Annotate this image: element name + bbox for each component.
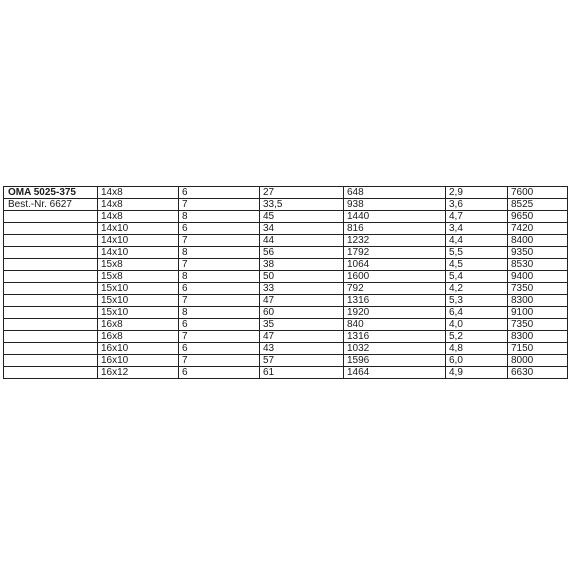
table-row xyxy=(4,367,568,379)
thrust-cell: 4,2 xyxy=(446,283,508,295)
prop-size-cell: 14x10 xyxy=(98,223,179,235)
cells-cell: 6 xyxy=(179,187,260,199)
empty-cell xyxy=(4,307,98,319)
power-cell: 1316 xyxy=(344,295,446,307)
empty-cell xyxy=(4,235,98,247)
cells-cell: 6 xyxy=(179,223,260,235)
cells-cell: 7 xyxy=(179,235,260,247)
rpm-cell: 7350 xyxy=(508,283,568,295)
thrust-cell: 5,2 xyxy=(446,331,508,343)
table-row xyxy=(4,247,568,259)
table-row xyxy=(4,187,568,199)
power-cell: 938 xyxy=(344,199,446,211)
thrust-cell: 3,4 xyxy=(446,223,508,235)
prop-size-cell: 16x10 xyxy=(98,343,179,355)
prop-size-cell: 16x8 xyxy=(98,319,179,331)
prop-size-cell: 14x10 xyxy=(98,235,179,247)
current-cell: 44 xyxy=(260,235,344,247)
thrust-cell: 4,7 xyxy=(446,211,508,223)
thrust-cell: 4,9 xyxy=(446,367,508,379)
thrust-cell: 4,5 xyxy=(446,259,508,271)
prop-size-cell: 14x8 xyxy=(98,211,179,223)
table-row xyxy=(4,355,568,367)
thrust-cell: 4,0 xyxy=(446,319,508,331)
table-row xyxy=(4,259,568,271)
current-cell: 57 xyxy=(260,355,344,367)
rpm-cell: 9650 xyxy=(508,211,568,223)
cells-cell: 8 xyxy=(179,247,260,259)
empty-cell xyxy=(4,331,98,343)
rpm-cell: 7350 xyxy=(508,319,568,331)
cells-cell: 7 xyxy=(179,331,260,343)
table-row xyxy=(4,295,568,307)
cells-cell: 7 xyxy=(179,259,260,271)
rpm-cell: 8000 xyxy=(508,355,568,367)
power-cell: 840 xyxy=(344,319,446,331)
prop-size-cell: 16x12 xyxy=(98,367,179,379)
thrust-cell: 6,4 xyxy=(446,307,508,319)
thrust-cell: 6,0 xyxy=(446,355,508,367)
table-row xyxy=(4,199,568,211)
prop-size-cell: 15x10 xyxy=(98,295,179,307)
table-row xyxy=(4,283,568,295)
rpm-cell: 7150 xyxy=(508,343,568,355)
rpm-cell: 9100 xyxy=(508,307,568,319)
power-cell: 1600 xyxy=(344,271,446,283)
rpm-cell: 8400 xyxy=(508,235,568,247)
rpm-cell: 6630 xyxy=(508,367,568,379)
power-cell: 1464 xyxy=(344,367,446,379)
power-cell: 648 xyxy=(344,187,446,199)
prop-size-cell: 15x8 xyxy=(98,259,179,271)
empty-cell xyxy=(4,295,98,307)
table-row xyxy=(4,223,568,235)
cells-cell: 8 xyxy=(179,271,260,283)
power-cell: 1920 xyxy=(344,307,446,319)
prop-size-cell: 16x8 xyxy=(98,331,179,343)
table-row xyxy=(4,211,568,223)
power-cell: 1440 xyxy=(344,211,446,223)
cells-cell: 6 xyxy=(179,367,260,379)
cells-cell: 6 xyxy=(179,343,260,355)
cells-cell: 8 xyxy=(179,211,260,223)
rpm-cell: 7420 xyxy=(508,223,568,235)
thrust-cell: 3,6 xyxy=(446,199,508,211)
table-row xyxy=(4,235,568,247)
empty-cell xyxy=(4,343,98,355)
cells-cell: 8 xyxy=(179,307,260,319)
propeller-data-table xyxy=(3,186,568,379)
empty-cell xyxy=(4,223,98,235)
cells-cell: 7 xyxy=(179,295,260,307)
table-body xyxy=(4,187,568,379)
current-cell: 50 xyxy=(260,271,344,283)
current-cell: 61 xyxy=(260,367,344,379)
power-cell: 1316 xyxy=(344,331,446,343)
current-cell: 56 xyxy=(260,247,344,259)
cells-cell: 7 xyxy=(179,355,260,367)
table-row xyxy=(4,307,568,319)
power-cell: 1232 xyxy=(344,235,446,247)
current-cell: 33 xyxy=(260,283,344,295)
table-row xyxy=(4,343,568,355)
rpm-cell: 9350 xyxy=(508,247,568,259)
current-cell: 60 xyxy=(260,307,344,319)
prop-size-cell: 15x10 xyxy=(98,283,179,295)
rpm-cell: 8300 xyxy=(508,295,568,307)
prop-size-cell: 15x10 xyxy=(98,307,179,319)
table-row xyxy=(4,331,568,343)
rpm-cell: 8530 xyxy=(508,259,568,271)
power-cell: 816 xyxy=(344,223,446,235)
table-row xyxy=(4,271,568,283)
empty-cell xyxy=(4,283,98,295)
rpm-cell: 7600 xyxy=(508,187,568,199)
power-cell: 1032 xyxy=(344,343,446,355)
thrust-cell: 5,3 xyxy=(446,295,508,307)
power-cell: 792 xyxy=(344,283,446,295)
thrust-cell: 2,9 xyxy=(446,187,508,199)
thrust-cell: 5,4 xyxy=(446,271,508,283)
rpm-cell: 9400 xyxy=(508,271,568,283)
rpm-cell: 8300 xyxy=(508,331,568,343)
empty-cell xyxy=(4,259,98,271)
power-cell: 1064 xyxy=(344,259,446,271)
current-cell: 27 xyxy=(260,187,344,199)
current-cell: 43 xyxy=(260,343,344,355)
prop-size-cell: 14x8 xyxy=(98,199,179,211)
prop-size-cell: 15x8 xyxy=(98,271,179,283)
current-cell: 33,5 xyxy=(260,199,344,211)
empty-cell xyxy=(4,247,98,259)
power-cell: 1792 xyxy=(344,247,446,259)
current-cell: 45 xyxy=(260,211,344,223)
current-cell: 34 xyxy=(260,223,344,235)
product-name: OMA 5025-375 xyxy=(4,187,98,199)
thrust-cell: 5,5 xyxy=(446,247,508,259)
prop-size-cell: 16x10 xyxy=(98,355,179,367)
table-row xyxy=(4,319,568,331)
rpm-cell: 8525 xyxy=(508,199,568,211)
current-cell: 38 xyxy=(260,259,344,271)
prop-size-cell: 14x10 xyxy=(98,247,179,259)
power-cell: 1596 xyxy=(344,355,446,367)
current-cell: 35 xyxy=(260,319,344,331)
cells-cell: 6 xyxy=(179,283,260,295)
thrust-cell: 4,4 xyxy=(446,235,508,247)
empty-cell xyxy=(4,271,98,283)
order-number: Best.-Nr. 6627 xyxy=(4,199,98,211)
empty-cell xyxy=(4,211,98,223)
empty-cell xyxy=(4,355,98,367)
empty-cell xyxy=(4,367,98,379)
cells-cell: 7 xyxy=(179,199,260,211)
current-cell: 47 xyxy=(260,331,344,343)
prop-size-cell: 14x8 xyxy=(98,187,179,199)
current-cell: 47 xyxy=(260,295,344,307)
thrust-cell: 4,8 xyxy=(446,343,508,355)
empty-cell xyxy=(4,319,98,331)
cells-cell: 6 xyxy=(179,319,260,331)
